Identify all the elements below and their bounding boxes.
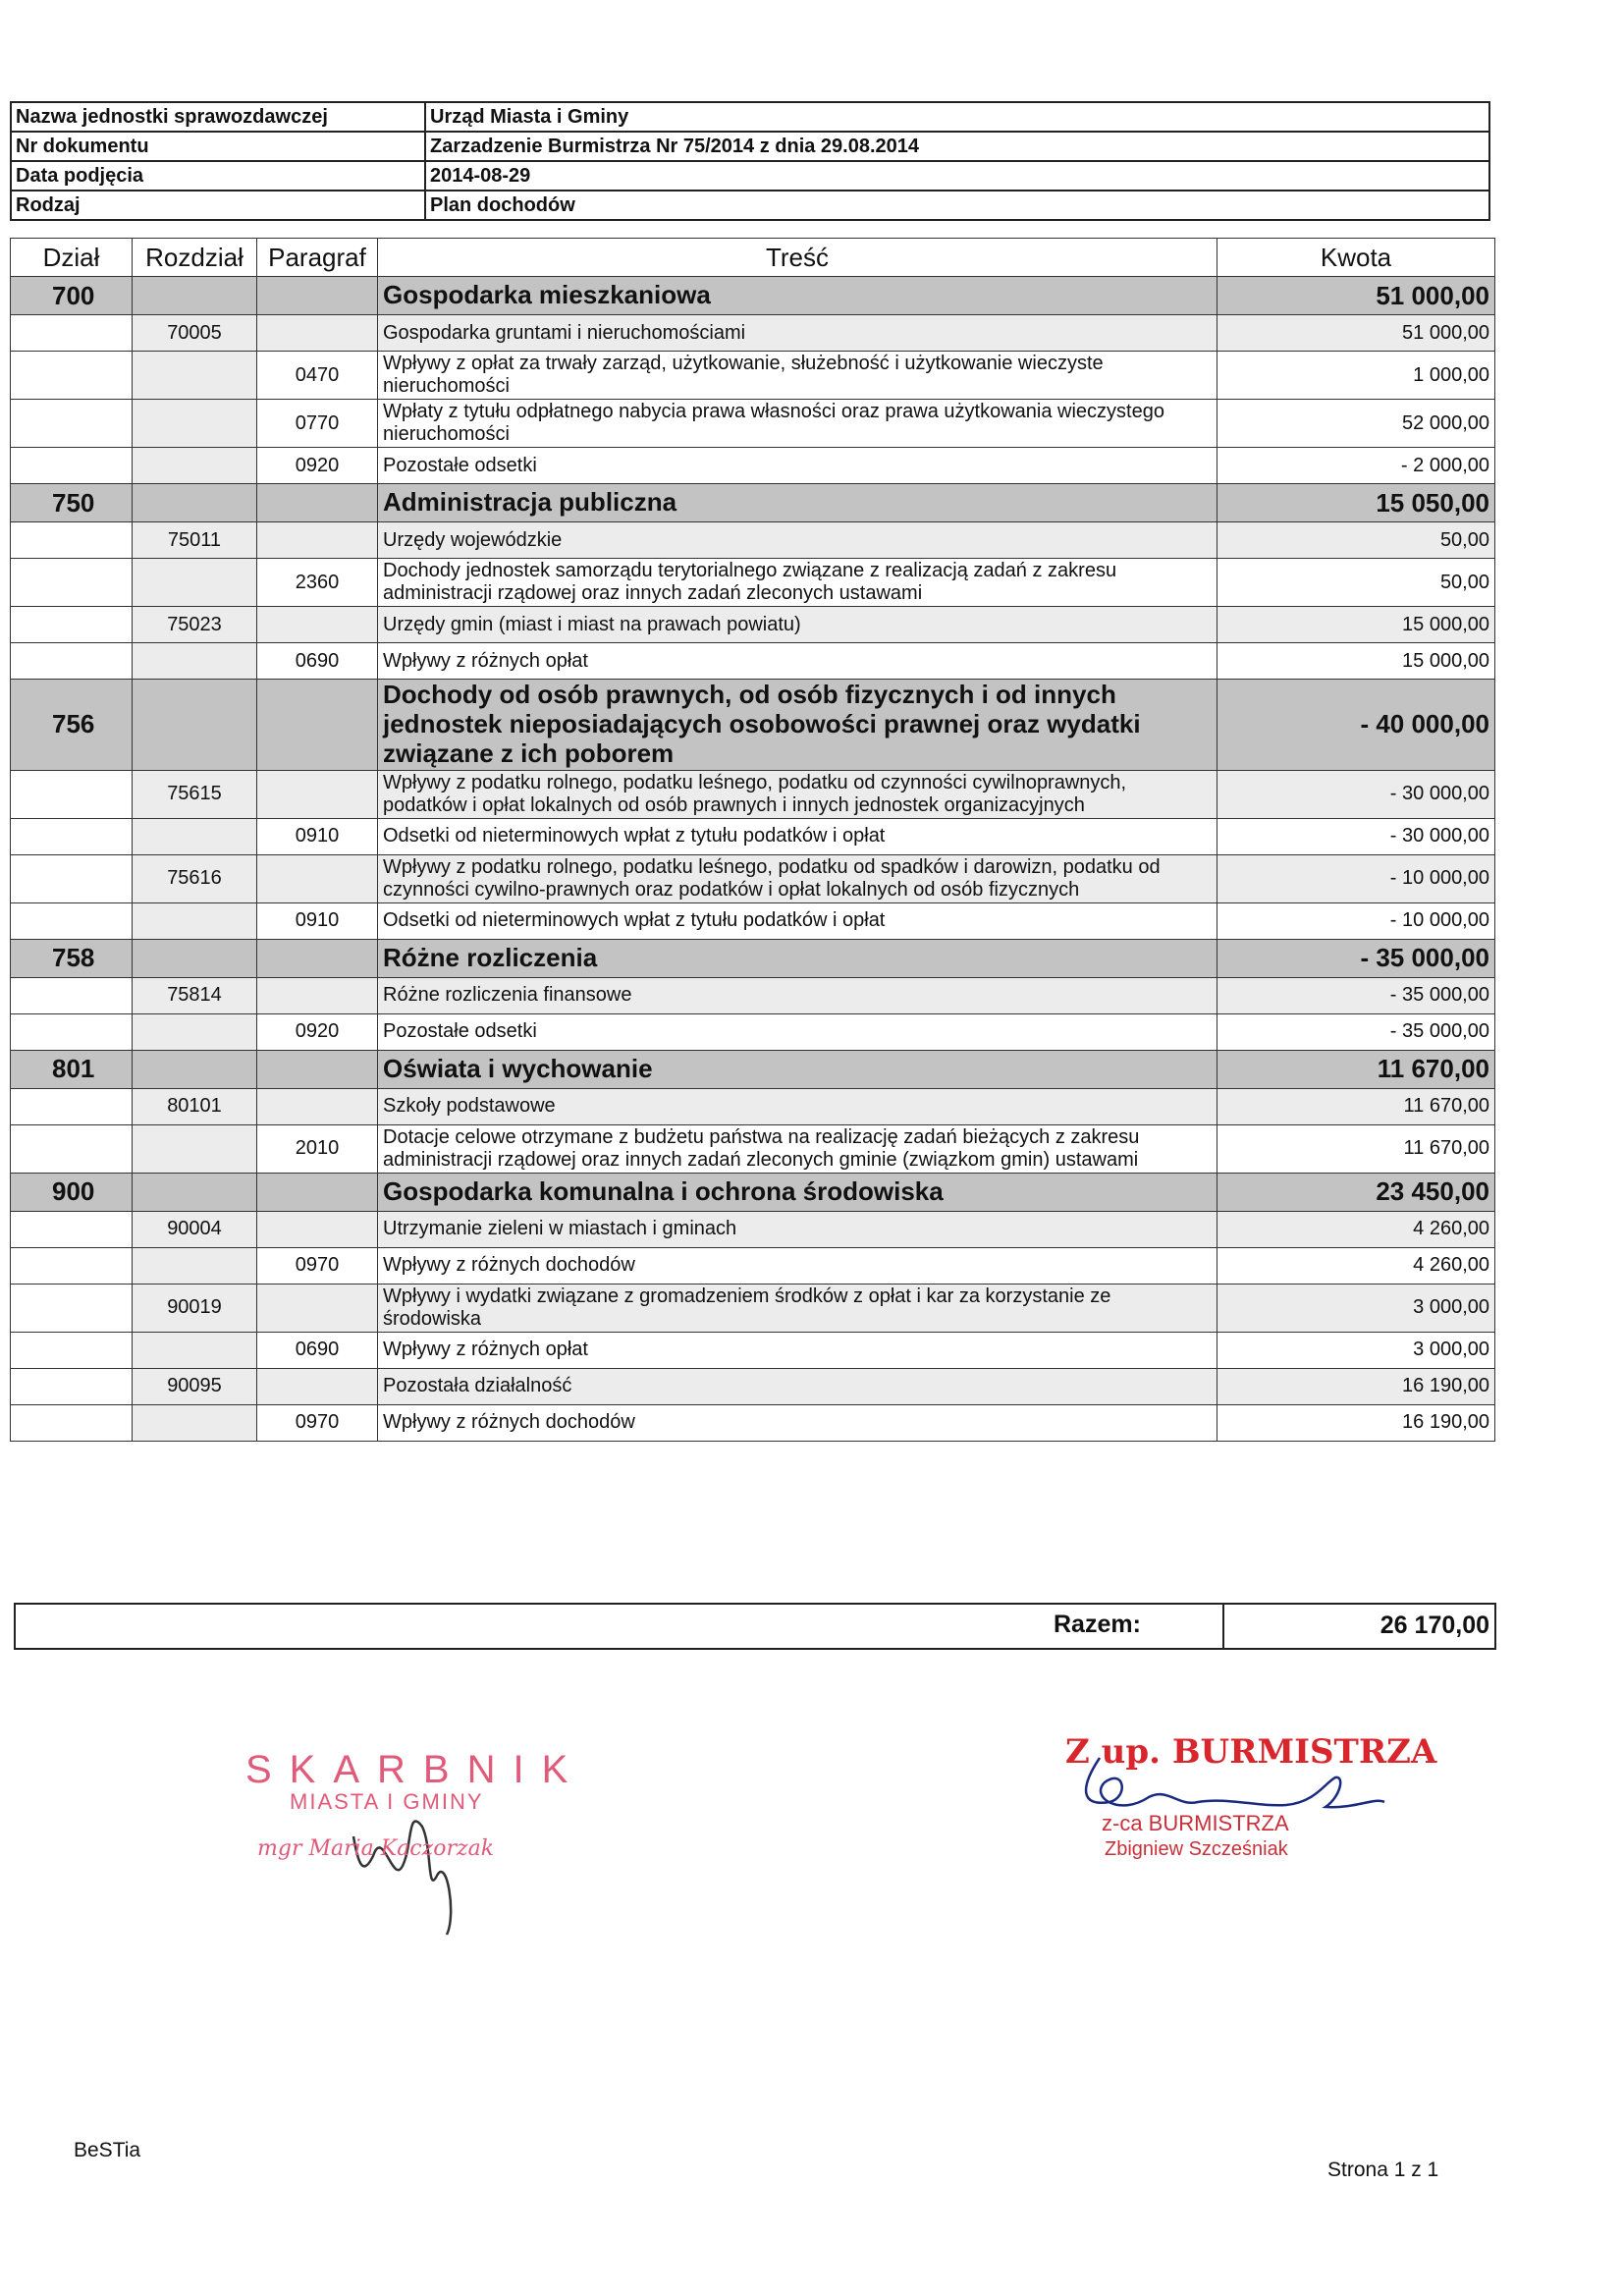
meta-row bbox=[11, 102, 1489, 132]
rozdzial-cell: 75615 bbox=[133, 770, 257, 818]
paragraf-cell: 0770 bbox=[257, 400, 378, 448]
description-cell: Gospodarka gruntami i nieruchomościami bbox=[378, 315, 1217, 352]
paragraf-cell: 0470 bbox=[257, 352, 378, 400]
header-kwota: Kwota bbox=[1217, 239, 1495, 277]
paragraf-cell bbox=[257, 854, 378, 902]
amount-cell: 11 670,00 bbox=[1217, 1050, 1495, 1088]
dzial-cell: 750 bbox=[11, 484, 133, 522]
paragraph-row bbox=[11, 1404, 1495, 1441]
dzial-cell bbox=[11, 854, 133, 902]
amount-cell: 4 260,00 bbox=[1217, 1211, 1495, 1247]
header-tresc: Treść bbox=[378, 239, 1217, 277]
section-row bbox=[11, 680, 1495, 771]
amount-cell: 23 450,00 bbox=[1217, 1173, 1495, 1211]
section-row bbox=[11, 484, 1495, 522]
description-cell: Różne rozliczenia bbox=[378, 939, 1217, 977]
description-cell: Pozostałe odsetki bbox=[378, 448, 1217, 484]
amount-cell: 1 000,00 bbox=[1217, 352, 1495, 400]
mayor-stamp-name: Zbigniew Szcześniak bbox=[1105, 1838, 1288, 1860]
paragraph-row bbox=[11, 559, 1495, 607]
header-paragraf: Paragraf bbox=[257, 239, 378, 277]
section-row bbox=[11, 1173, 1495, 1211]
dzial-cell: 756 bbox=[11, 680, 133, 771]
rozdzial-cell bbox=[133, 818, 257, 854]
description-cell: Różne rozliczenia finansowe bbox=[378, 977, 1217, 1013]
rozdzial-cell bbox=[133, 352, 257, 400]
section-row bbox=[11, 939, 1495, 977]
rozdzial-cell bbox=[133, 939, 257, 977]
description-cell: Wpływy i wydatki związane z gromadzeniem środków z opłat i kar za korzystanie ze środowiska bbox=[378, 1284, 1217, 1332]
rozdzial-cell bbox=[133, 1404, 257, 1441]
rozdzial-cell bbox=[133, 484, 257, 522]
chapter-row bbox=[11, 1088, 1495, 1124]
rozdzial-cell: 80101 bbox=[133, 1088, 257, 1124]
total-label: Razem: bbox=[1054, 1611, 1141, 1638]
chapter-row bbox=[11, 854, 1495, 902]
paragraf-cell: 0690 bbox=[257, 1332, 378, 1368]
description-cell: Urzędy gmin (miast i miast na prawach powiatu) bbox=[378, 607, 1217, 643]
rozdzial-cell bbox=[133, 680, 257, 771]
description-cell: Utrzymanie zieleni w miastach i gminach bbox=[378, 1211, 1217, 1247]
amount-cell: 50,00 bbox=[1217, 522, 1495, 559]
paragraph-row bbox=[11, 1013, 1495, 1050]
dzial-cell bbox=[11, 315, 133, 352]
rozdzial-cell bbox=[133, 1332, 257, 1368]
description-cell: Wpływy z różnych opłat bbox=[378, 643, 1217, 680]
meta-row bbox=[11, 132, 1489, 161]
dzial-cell: 700 bbox=[11, 277, 133, 315]
paragraf-cell bbox=[257, 1088, 378, 1124]
chapter-row bbox=[11, 1211, 1495, 1247]
paragraf-cell bbox=[257, 1368, 378, 1404]
description-cell: Wpłaty z tytułu odpłatnego nabycia prawa własności oraz prawa użytkowania wieczystego nieruchomości bbox=[378, 400, 1217, 448]
meta-value: Zarzadzenie Burmistrza Nr 75/2014 z dnia 29.08.2014 bbox=[425, 132, 1489, 161]
meta-key: Data podjęcia bbox=[11, 161, 425, 191]
amount-cell: 11 670,00 bbox=[1217, 1088, 1495, 1124]
rozdzial-cell bbox=[133, 448, 257, 484]
dzial-cell bbox=[11, 1368, 133, 1404]
amount-cell: - 35 000,00 bbox=[1217, 977, 1495, 1013]
description-cell: Gospodarka komunalna i ochrona środowiska bbox=[378, 1173, 1217, 1211]
description-cell: Wpływy z różnych dochodów bbox=[378, 1247, 1217, 1284]
meta-row bbox=[11, 161, 1489, 191]
amount-cell: 11 670,00 bbox=[1217, 1124, 1495, 1173]
dzial-cell bbox=[11, 1013, 133, 1050]
chapter-row bbox=[11, 1284, 1495, 1332]
description-cell: Wpływy z różnych opłat bbox=[378, 1332, 1217, 1368]
rozdzial-cell bbox=[133, 1013, 257, 1050]
dzial-cell bbox=[11, 1088, 133, 1124]
section-row bbox=[11, 277, 1495, 315]
amount-cell: 3 000,00 bbox=[1217, 1332, 1495, 1368]
description-cell: Dotacje celowe otrzymane z budżetu państwa na realizację zadań bieżących z zakresu administracji rządowej oraz innych zadań zleconych gminie (związkom gmin) ustawami bbox=[378, 1124, 1217, 1173]
paragraph-row bbox=[11, 902, 1495, 939]
amount-cell: 3 000,00 bbox=[1217, 1284, 1495, 1332]
description-cell: Urzędy wojewódzkie bbox=[378, 522, 1217, 559]
treasurer-stamp-subtitle: MIASTA I GMINY bbox=[290, 1789, 484, 1814]
amount-cell: - 30 000,00 bbox=[1217, 818, 1495, 854]
income-plan-table bbox=[10, 238, 1495, 1442]
paragraf-cell: 0920 bbox=[257, 1013, 378, 1050]
paragraph-row bbox=[11, 352, 1495, 400]
paragraph-row bbox=[11, 818, 1495, 854]
description-cell: Pozostałe odsetki bbox=[378, 1013, 1217, 1050]
description-cell: Dochody od osób prawnych, od osób fizycznych i od innych jednostek nieposiadających osobowości prawnej oraz wydatki związane z ich poborem bbox=[378, 680, 1217, 771]
amount-cell: 15 050,00 bbox=[1217, 484, 1495, 522]
chapter-row bbox=[11, 770, 1495, 818]
dzial-cell bbox=[11, 522, 133, 559]
meta-key: Rodzaj bbox=[11, 191, 425, 220]
amount-cell: 16 190,00 bbox=[1217, 1404, 1495, 1441]
amount-cell: - 2 000,00 bbox=[1217, 448, 1495, 484]
amount-cell: - 40 000,00 bbox=[1217, 680, 1495, 771]
paragraf-cell bbox=[257, 522, 378, 559]
rozdzial-cell: 75616 bbox=[133, 854, 257, 902]
header-rozdzial: Rozdział bbox=[133, 239, 257, 277]
rozdzial-cell: 75023 bbox=[133, 607, 257, 643]
rozdzial-cell bbox=[133, 559, 257, 607]
amount-cell: 51 000,00 bbox=[1217, 315, 1495, 352]
dzial-cell bbox=[11, 1211, 133, 1247]
meta-key: Nazwa jednostki sprawozdawczej bbox=[11, 102, 425, 132]
amount-cell: - 10 000,00 bbox=[1217, 854, 1495, 902]
footer-software-label: BeSTia bbox=[74, 2139, 141, 2161]
treasurer-stamp-title: SKARBNIK bbox=[245, 1748, 586, 1791]
amount-cell: - 35 000,00 bbox=[1217, 939, 1495, 977]
paragraf-cell bbox=[257, 607, 378, 643]
meta-row bbox=[11, 191, 1489, 220]
dzial-cell bbox=[11, 607, 133, 643]
total-value: 26 170,00 bbox=[1222, 1604, 1493, 1649]
document-meta-table bbox=[10, 101, 1490, 221]
description-cell: Odsetki od nieterminowych wpłat z tytułu podatków i opłat bbox=[378, 818, 1217, 854]
paragraf-cell: 0970 bbox=[257, 1404, 378, 1441]
rozdzial-cell: 90019 bbox=[133, 1284, 257, 1332]
dzial-cell bbox=[11, 902, 133, 939]
paragraf-cell bbox=[257, 277, 378, 315]
paragraf-cell bbox=[257, 977, 378, 1013]
dzial-cell bbox=[11, 448, 133, 484]
mayor-stamp-subtitle: z-ca BURMISTRZA bbox=[1102, 1811, 1289, 1835]
header-dzial: Dział bbox=[11, 239, 133, 277]
mayor-stamp-title: Z up. BURMISTRZA bbox=[1065, 1732, 1437, 1772]
dzial-cell bbox=[11, 1332, 133, 1368]
dzial-cell bbox=[11, 1247, 133, 1284]
rozdzial-cell: 75814 bbox=[133, 977, 257, 1013]
amount-cell: - 10 000,00 bbox=[1217, 902, 1495, 939]
amount-cell: 50,00 bbox=[1217, 559, 1495, 607]
paragraf-cell: 0970 bbox=[257, 1247, 378, 1284]
amount-cell: 4 260,00 bbox=[1217, 1247, 1495, 1284]
amount-cell: 16 190,00 bbox=[1217, 1368, 1495, 1404]
rozdzial-cell: 90004 bbox=[133, 1211, 257, 1247]
paragraf-cell bbox=[257, 1050, 378, 1088]
dzial-cell bbox=[11, 400, 133, 448]
rozdzial-cell bbox=[133, 1247, 257, 1284]
meta-value: Plan dochodów bbox=[425, 191, 1489, 220]
meta-value: Urząd Miasta i Gminy bbox=[425, 102, 1489, 132]
dzial-cell: 801 bbox=[11, 1050, 133, 1088]
description-cell: Wpływy z różnych dochodów bbox=[378, 1404, 1217, 1441]
description-cell: Dochody jednostek samorządu terytorialnego związane z realizacją zadań z zakresu administracji rządowej oraz innych zadań zleconych ustawami bbox=[378, 559, 1217, 607]
chapter-row bbox=[11, 315, 1495, 352]
dzial-cell bbox=[11, 1124, 133, 1173]
dzial-cell bbox=[11, 559, 133, 607]
description-cell: Wpływy z opłat za trwały zarząd, użytkowanie, służebność i użytkowanie wieczyste nieruchomości bbox=[378, 352, 1217, 400]
paragraph-row bbox=[11, 643, 1495, 680]
rozdzial-cell bbox=[133, 400, 257, 448]
paragraf-cell bbox=[257, 484, 378, 522]
amount-cell: 15 000,00 bbox=[1217, 643, 1495, 680]
paragraf-cell bbox=[257, 1173, 378, 1211]
dzial-cell bbox=[11, 818, 133, 854]
paragraph-row bbox=[11, 448, 1495, 484]
footer-page-number: Strona 1 z 1 bbox=[1327, 2159, 1439, 2181]
rozdzial-cell bbox=[133, 1124, 257, 1173]
chapter-row bbox=[11, 522, 1495, 559]
description-cell: Oświata i wychowanie bbox=[378, 1050, 1217, 1088]
description-cell: Wpływy z podatku rolnego, podatku leśnego, podatku od czynności cywilnoprawnych, podatków i opłat lokalnych od osób prawnych i innych jednostek organizacyjnych bbox=[378, 770, 1217, 818]
rozdzial-cell bbox=[133, 902, 257, 939]
paragraf-cell bbox=[257, 1211, 378, 1247]
amount-cell: 52 000,00 bbox=[1217, 400, 1495, 448]
amount-cell: - 30 000,00 bbox=[1217, 770, 1495, 818]
description-cell: Odsetki od nieterminowych wpłat z tytułu podatków i opłat bbox=[378, 902, 1217, 939]
dzial-cell bbox=[11, 770, 133, 818]
paragraf-cell: 0910 bbox=[257, 902, 378, 939]
paragraf-cell bbox=[257, 770, 378, 818]
description-cell: Gospodarka mieszkaniowa bbox=[378, 277, 1217, 315]
paragraf-cell: 0690 bbox=[257, 643, 378, 680]
dzial-cell bbox=[11, 643, 133, 680]
table-header-row bbox=[11, 239, 1495, 277]
section-row bbox=[11, 1050, 1495, 1088]
meta-key: Nr dokumentu bbox=[11, 132, 425, 161]
description-cell: Wpływy z podatku rolnego, podatku leśnego, podatku od spadków i darowizn, podatku od czynności cywilno-prawnych oraz podatków i opłat lokalnych od osób fizycznych bbox=[378, 854, 1217, 902]
paragraf-cell bbox=[257, 1284, 378, 1332]
rozdzial-cell bbox=[133, 643, 257, 680]
dzial-cell bbox=[11, 1284, 133, 1332]
rozdzial-cell: 90095 bbox=[133, 1368, 257, 1404]
paragraph-row bbox=[11, 1124, 1495, 1173]
dzial-cell: 900 bbox=[11, 1173, 133, 1211]
rozdzial-cell bbox=[133, 1050, 257, 1088]
chapter-row bbox=[11, 607, 1495, 643]
paragraf-cell: 0910 bbox=[257, 818, 378, 854]
amount-cell: 15 000,00 bbox=[1217, 607, 1495, 643]
amount-cell: 51 000,00 bbox=[1217, 277, 1495, 315]
paragraf-cell bbox=[257, 939, 378, 977]
dzial-cell bbox=[11, 977, 133, 1013]
paragraf-cell: 0920 bbox=[257, 448, 378, 484]
paragraph-row bbox=[11, 1332, 1495, 1368]
rozdzial-cell bbox=[133, 277, 257, 315]
dzial-cell bbox=[11, 1404, 133, 1441]
paragraph-row bbox=[11, 400, 1495, 448]
paragraf-cell: 2010 bbox=[257, 1124, 378, 1173]
rozdzial-cell: 75011 bbox=[133, 522, 257, 559]
chapter-row bbox=[11, 977, 1495, 1013]
paragraph-row bbox=[11, 1247, 1495, 1284]
description-cell: Pozostała działalność bbox=[378, 1368, 1217, 1404]
description-cell: Szkoły podstawowe bbox=[378, 1088, 1217, 1124]
dzial-cell: 758 bbox=[11, 939, 133, 977]
chapter-row bbox=[11, 1368, 1495, 1404]
rozdzial-cell bbox=[133, 1173, 257, 1211]
paragraf-cell: 2360 bbox=[257, 559, 378, 607]
amount-cell: - 35 000,00 bbox=[1217, 1013, 1495, 1050]
treasurer-stamp-name: mgr Maria Kaczorzak bbox=[257, 1836, 495, 1861]
dzial-cell bbox=[11, 352, 133, 400]
paragraf-cell bbox=[257, 315, 378, 352]
meta-value: 2014-08-29 bbox=[425, 161, 1489, 191]
description-cell: Administracja publiczna bbox=[378, 484, 1217, 522]
rozdzial-cell: 70005 bbox=[133, 315, 257, 352]
paragraf-cell bbox=[257, 680, 378, 771]
